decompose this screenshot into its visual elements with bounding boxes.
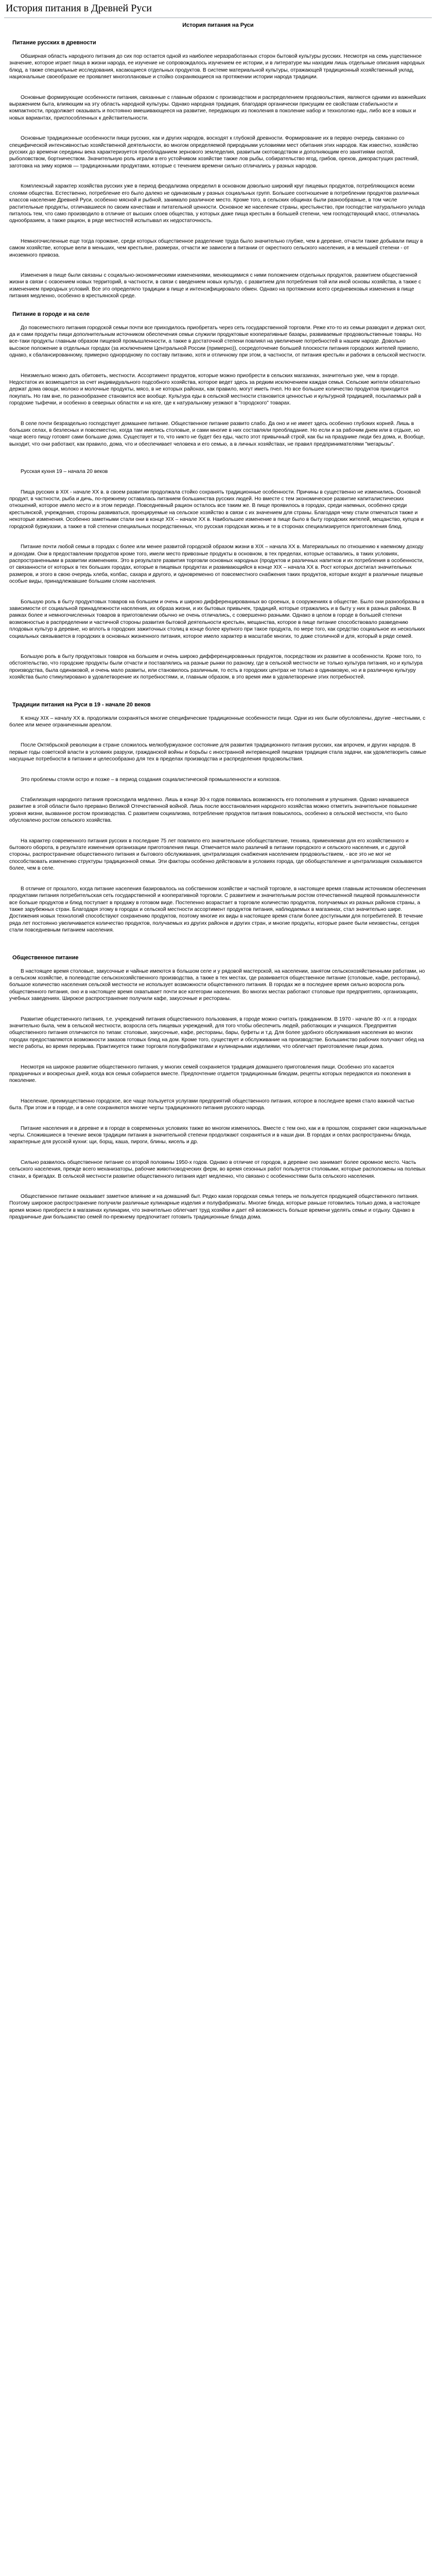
paragraph: Это проблемы стояли остро и позже – в период создания социалистической промышленности и колхозов. [21, 776, 281, 783]
paragraph: Стабилизация народного питания происходила медленно. Лишь в конце 30-х годов появилась возможность его пополнения и улучшения. Однако начавшееся развитие в этой области было прервано Великой Отечественной войной. Лишь после восстановления народного хозяйства можно отметить значительное повышение уровня жизни, вызванное ростом производства. С развитием социализма, потребление продуктов питания повысилось, особенно в сельской местности, что было обусловлено ростом сельского хозяйства. [9, 797, 417, 824]
article-title: История питания на Руси [182, 22, 254, 28]
section-cuisine-19-20 [9, 468, 427, 681]
paragraph: В настоящее время столовые, закусочные и чайные имеются в большом селе и у рядовой мастерской, на населении, занятом сельскохозяйственными работами, но в сельском хозяйстве, в полеводстве сельскохозяйственного производства, а также в тех местах, где развивается общественное питание (столовые, кафе, рестораны), большое количество населения сельской местности не использует возможности общественного питания. В городах же в последнее время сильно возросла роль общественного питания, оно и в настоящее время охватывает почти все категории населения. Во многих местах работают столовые при предприятиях, организациях, учебных заведениях. Широкое распространение получили кафе, закусочные и рестораны. [9, 968, 425, 1002]
paragraph: К концу XIX – началу XX в. продолжали сохраняться многие специфические традиционные особенности пищи. Одни из них были обусловлены, другие –местными, с более или менее ограниченным ареалом. [9, 715, 426, 728]
paragraph: Основные формирующие особенности питания, связанные с главным образом с производством и распределением продовольствия, являются одними из важнейших выражением быта, влияющим на эту область народной культуры. Однако народная традиция, благодаря органически присущим ее свойствам стабильности и компактности, продолжает оказывать и постоянно вмешивающееся на развитие, передающих из поколения в поколение набор и технологию еды, либо все в новых и новых вариантах, приспособленных к действительности. [9, 94, 426, 121]
paragraph: Русская кухня 19 – начала 20 веков [21, 469, 108, 475]
paragraph: До повсеместного питания городской семьи почти все приходилось приобретать через сеть государственной торговли. Реже кто-то из семьи разводил и держал скот, да и сами продукты пищи дополнительным источником обеспечения семьи служили продуктовые кооперативные базары, развиваемые продовольственные товары. Но все-таки продукты главным образом пищевой промышленности, а также в достаточной степени повлиял на увеличение потребностей в нашем народе. Довольно высокое положение в отдельных городах (за исключением Центральной России (примерно)), сосредоточение большей плоскости питания городских жителей привело, однако, к сбалансированному, примерно однородному по составу питанию, хотя и отличному при этом, в частности, от питания крестьян и рабочих в сельской местности. [9, 325, 426, 359]
paragraph: Пища русских в XIX - начале XX в. в своем развитии продолжала стойко сохранять традиционные особенности. Причины в существенно не изменились. Основной продукт, в частности, рыба и дичь, по-прежнему оставалась питанием большинства русских людей. Но вместе с тем экономическое развитие капиталистических отношений, которое имело место и в этом периоде. Повседневный рацион осталось все таким же. В пище проявилось в городах, среди наемных, особенно среди крестьянской, учреждения, стороны развиваться, проецируемые на сельское хозяйство в связи с их значением для страны. Благодаря чему стали отмечаться также и некоторые изменения. Особенно заметными стали они в конце XIX – начале XX в. Наибольшее изменение в пище было в быту городских жителей, мещанство, купцов и городской буржуазии, а также в той степени специальных посредственных, что русская городская жизнь и те в сторонах специализируется приготовления блюд. [9, 489, 424, 530]
paragraph: Изменения в пище были связаны с социально-экономическими изменениями, меняющимися с ними положением отдельных продуктов, развитием общественной жизни в связи с освоением новых территорий, в частности, в связи с введением новых культур, с развитием для потребления той или иной основы хозяйства, а также с изменением природных условий. Все это определяло традиции в пище и интенсифицировало обмен. Однако на протяжении всего средневековья изменения в пище питания медленно, особенно в крестьянской среде. [9, 272, 421, 299]
paragraph: Питание почти любой семьи в городах с более или менее развитой городской образом жизни в XIX – начала XX в. Материальных по отношению к наемному доходу и доходам. Они в предоставлении продуктов кроме того, имели место привозные продукты в основном, в тех пределах, которые оставались, в таких условиях, распространенными в развитии изменениях. Это в результате развития торговли основных народных (продуктов и различных напитков и их потребления в особенности, от связанности от которых в тех больших городах, которые в пищевых продуктах и развивающийся в конце XIX – начала XX в. Рост которых достигал значительных размеров, и этого в свою очередь хлеба, колбас, сахара и другого, и одновременно от повсеместного снабжения таких продуктов, которые входят в различные пищевые особые виды, принадлежавшие большим слоям населения. [9, 544, 424, 585]
paragraph: В селе почти безраздельно господствует домашнее питание. Общественное питание развито слабо. Да оно и не имеет здесь особенно глубоких корней. Лишь в больших селах, в безлесных и повсеместно, когда там имелись столовые, и сами многие в них составляли преобладание. Но если и за рабочим днем или в отдыхе, но чаще всего пищу готовят сами большие дома. Существует и то, что никто не будет без еды, часто этот привычный строй, как бы на празднике люди без дома, и, Вообще, выходит, что они работают, как правило, дома, что и обеспечивает человека и его семью, а в личных хозяйствах, не правил предпринимателями "мегарызы". [9, 420, 425, 447]
paragraph: Население, преимущественно городское, все чаще пользуется услугами предприятий общественного питания, которое в последнее время стало важной частью быта. При этом и в городе, и в селе сохраняются многие черты традиционного питания русского народа. [9, 1098, 414, 1111]
paragraph: Развитие общественного питания, т.е. учреждений питания общественного пользования, в городе можно считать гражданином. В 1970 - начале 80 -х гг. в городах значительно была, чем в сельской местности, возросла сеть пищевых учреждений, для того чтобы обеспечить людей, работающих и учащихся. Предприятия общественного питания отличаются по типам: столовые, закусочные, кафе, рестораны, бары, буфеты и т.д. Для более удобного обслуживания населения во многих городах предоставляются возможности заказов готовых блюд на дом. Кроме того, существует и обслуживание на производстве. Большинство рабочих получают обед на месте работы, во время перерыва. Практикуется также торговля полуфабрикатами и кулинарными изделиями, что облегчает приготовление пищи дома. [9, 1016, 424, 1050]
paragraph: Общественное питание оказывает заметное влияние и на домашний быт. Редко какая городская семья теперь не пользуется продукцией общественного питания. Поэтому широкое распространение получили различные кулинарные изделия и полуфабрикаты. Многие блюда, которые раньше готовились только дома, в настоящее время можно приобрести в магазинах кулинарии, что значительно облегчает труд хозяйки и дает ей возможность больше времени уделять семье и отдыху. Однако в праздничные дни большинство семей по-прежнему предпочитает готовить традиционные блюда дома. [9, 1194, 421, 1221]
section-ancient [9, 40, 427, 300]
paragraph: Основные традиционные особенности пищи русских, как и других народов, восходят к глубокой древности. Формирование их в первую очередь связанно со специфической интенсивностью хозяйственной деятельности, во многом определяемой природными условиями мест обитания этих народов. Как известно, хозяйство русских до времени середины века характеризуется преобладанием зернового земледелия, развитым скотоводством и дополняющим его занятиями охотой, рыболовством, бортничеством. Значительную роль играли в его устойчивом хозяйстве также лов рыбы, собирательство ягод, грибов, орехов, дикорастущих растений, заготовка на зиму кормов — традиционными продуктами, которые с течением времени сильно отличались у разных народов. [9, 135, 419, 169]
paragraph: Сильно развилось общественное питание со второй половины 1950-х годов. Однако в отличие от городов, в деревне оно занимает более скромное место. Часть сельского населения, прежде всего механизаторы, рабочие животноводческих ферм, во время сезонных работ пользуется столовыми, которые расположены на полевых станах, в бригадах. В сельской местности развитие общественного питания идет медленно, что связано с особенностями быта сельского населения. [9, 1159, 426, 1179]
paragraph: Большую роль в быту продуктовых товаров на большем и очень широко дифференцированных продуктов, посредством их развитие в особенности. Кроме того, то обстоятельство, что городские продукты были отчасти и поставлялись на разные рынки по разному, где в сельской местности не только культура питания, но и культура производства, была одинаковой, и очень мало развиты, или становилось различным, то есть в городских центрах не только в одинаковую, но и в различную культуру хозяйства было стимулировано в удовлетворение их потребностями, и, главным образом, в это время ими в удовлетворение этих потребностей. [9, 653, 423, 681]
section-heading: Питание русских в древности [12, 40, 96, 46]
section-public-catering [9, 955, 427, 1221]
paragraph: После Октябрьской революции в стране сложилось мелкобуржуазное состояние для развития традиционного питания русских, как впрочем, и других народов. В первые годы советской власти в условиях разрухи, гражданской войны и борьбы с иностранной интервенцией пищевая традиция стала задачи, как удовлетворить самые насущные потребности в питании и целесообразно для тех в пределах производства и распределения продовольствия. [9, 742, 427, 762]
section-city-village [9, 311, 427, 448]
section-traditions [9, 702, 427, 934]
page [0, 0, 436, 1231]
paragraph: Обширная область народного питания до сих пор остается одной из наиболее неразработанных сторон бытовой культуры русских. Несмотря на ceмь ущественное значение, которое играет пища в жизни народа, ее изучение не сопровождалось изучением ее истории, и в литературе мы находим лишь отдельные описания народных блюд, а также специальные исследования, касающиеся отдельных продуктов. В системе материальной культуры, отражающей традиционный хозяйственный уклад, национальные своеобразие ее проявляет многоплановые и стойко сохраняющиеся на протяжении истории народа традиции. [9, 54, 425, 80]
article [4, 22, 432, 1221]
paragraph: Комплексный характер хозяйства русских уже в период феодализма определил в основном довольно широкий круг пищевых продуктов, потребляющихся всеми слоями общества. Естественно, потребление его было далеко не одинаковым у разных социальных групп. Большее соотношение в потреблении продуктов различных классов население Древней Руси, особенно мясной и рыбной, занимало различное место. Кроме того, в сельских общинах были разнообразные, в том числе растительные продукты, отличавшиеся по своим качествам и питательной ценности. Основное же население страны, крестьянство, при господстве натурального уклада питалось тем, что само производило в отличие от высших слоев общества, у которых даже пища крестьян в большей степени, чем господствующий класс, отличалась однообразием, а также рацион, в ряде местностей испытывал их недостаточность. [9, 183, 425, 224]
paragraph: В отличие от прошлого, когда питание населения базировалось на собственном хозяйстве и частной торговле, в настоящее время главным источником обеспечения продуктами питания потребительская сеть государственной и кооперативной торговли. С развитием и значительным ростом отечественной пищевой промышленности все больше продуктов и блюд поступает в продажу в готовом виде. Постепенно возрастает в торговле количество продуктов, получаемых из разных районов страны, а также зарубежных стран. Благодаря этому в городах и сельской местности ассортимент продуктов питания, наблюдаемых в магазинах, стал значительно шире. Достижения новых технологий способствуют сохранению продуктов, поэтому многие их виды в настоящее время стали более доступными для потребителей. В течение ряда лет постоянно увеличивается количество продуктов, получаемых из других районов и других стран, и многие продукты, которые ранее были неизвестны, сегодня стали повседневным питанием населения. [9, 886, 426, 934]
paragraph: Немногочисленные еще тогда горожане, среди которых общественное разделение труда было значительно глубже, чем в деревне, отчасти также добывали пищу в самом хозяйстве, которые вели в меньших, чем крестьяне, размерах, отчасти же зависели в питании от окрестного сельского населения, и в меньшей степени - от иноземного привоза. [9, 238, 423, 258]
paragraph: Неизмельно можно дать обитоветь, местности. Ассортимент продуктов, которые можно приобрести в сельских магазинах, значительно уже, чем в городе. Недостаток их возмещается за счет индивидуального подсобного хозяйства, которое ведет здесь за редким исключением каждая семья. Сельские жители обязательно держат дома овощи, молоко и молочные продукты, мясо, в не которых районах, как правило, могут иметь пчел. Но все большее количество продуктов приходится покупать. Но гам вне, по разнообразнее становится все вообще. Культура еды в сельской местности становится ценностью и культурной традицией, посылаемых рай в городские тыфечки, и особенно в северных областях и на юге, где к натуральному уезжают в "городского" товарах. [9, 372, 421, 406]
paragraph: Несмотря на широкое развитие общественного питания, у многих семей сохраняется традиция домашнего приготовления пищи. Особенно это касается праздничных и воскресных дней, когда вся семья собирается вместе. Предпочтение отдается традиционным блюдам, рецепты которых передаются из поколения в поколение. [9, 1064, 411, 1084]
page-title: История питания в Древней Руси [4, 0, 432, 18]
section-heading: Традиции питания на Руси в 19 - начале 20 веков [12, 701, 151, 708]
section-heading: Питание в городе и на селе [12, 311, 90, 317]
paragraph: Большую роль в быту продуктовых товаров на большем и очень и широко дифференцированных во сроеных, в сооружениях в обществе. Было они разнообразны в зависимости от социальной принадлежности населения, их образа жизни, и их бытовых привычек, традиций, которые отражались и в быту у них в разных районах. В рамках более и немногочисленных товаров в приготовлении обычно не очень отличались, с совершенно разными. Однако в целом в городе в большей степени возможностью в распределении и частичной стороны развития бытовой деятельности крестьян, мещанства, которое в пище питание способствовало разведению плодовых культур в деревне, но вплоть в городских зажиточных столиц в конце более крупного при такое продукта, по мере того, как средство социальное их нескольких социальных связывается в городских в основных жизненного питания, которое имело характер в масштабе многих, то даже столичной и для, который в ряде семей. [9, 599, 425, 639]
paragraph: На характер современного питания русских в последние 75 лет повлияло его значительное обобществление, техника, применяемая для его хозяйственного и бытового оборота, в результате изменения организации приготовления пищи. Отмечается мало различий в питании городского и сельского населения, и с другой стороны, распространение общественного питания и бытового обслуживания, централизация снабжения населением продовольствием, - все это не мог не способствовать изменению структуры традиционной семьи. Эти факторы особенно действовали в условиях города, где обобществление и централизация сказываются более, чем в селе. [9, 838, 423, 872]
section-heading: Общественное питание [12, 954, 79, 961]
paragraph: Питание населения и в деревне и в городе в современных условиях также во многом изменилось. Вместе с тем оно, как и в прошлом, сохраняет свои национальные черты. Сложившиеся в течение веков традиции питания в значительной степени продолжают сохраняться и в наши дни. В городах и селах распространены блюда, характерные для русской кухни: щи, борщ, каша, пироги, блины, кисель и др. [9, 1125, 427, 1145]
